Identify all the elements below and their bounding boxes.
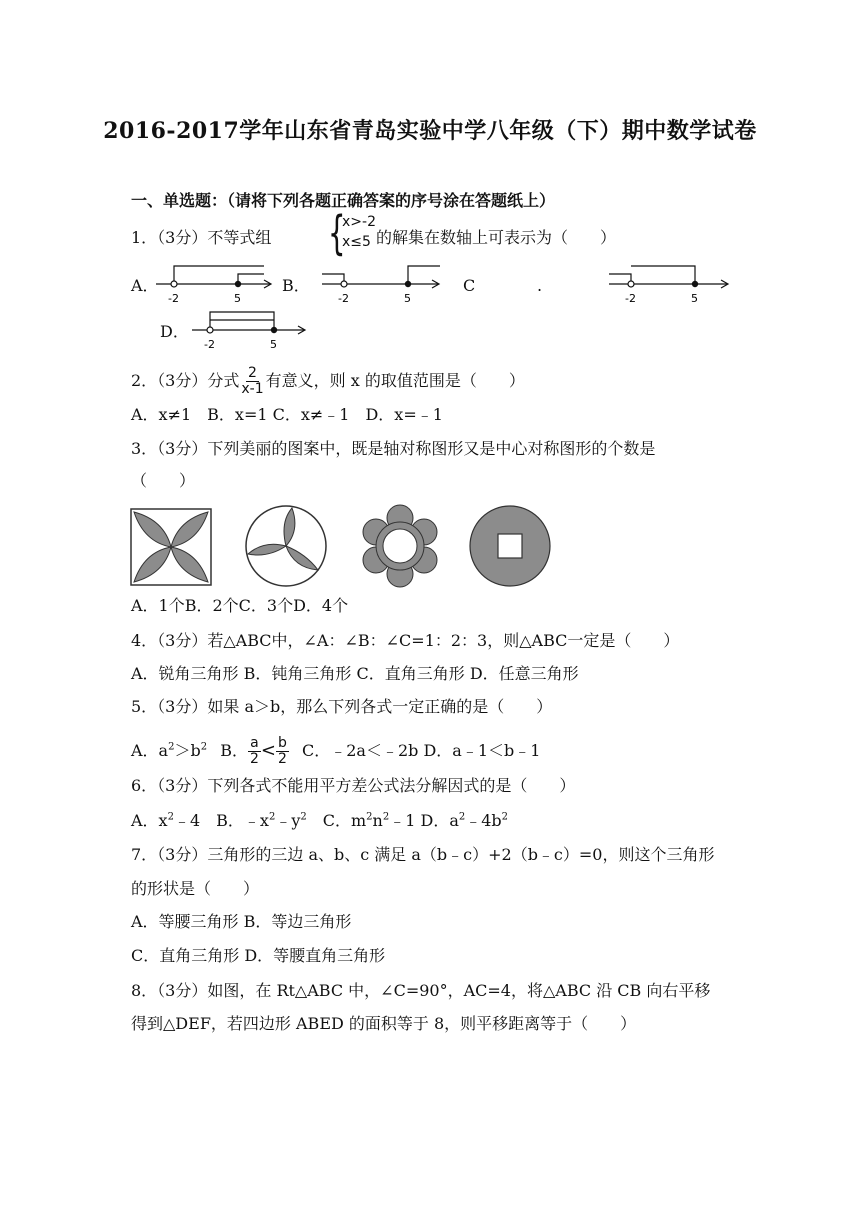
q5-less-than: < <box>260 740 276 761</box>
page-title: 2016-2017学年山东省青岛实验中学八年级（下）期中数学试卷 <box>103 118 757 144</box>
q6-part: ﹣y <box>275 811 301 830</box>
q1-number-line-c <box>605 262 735 308</box>
q5-options <box>131 736 540 767</box>
q6-part: C．m <box>306 811 367 830</box>
q1c-tick-right: 5 <box>691 292 698 305</box>
q3-pattern-flower <box>358 504 442 588</box>
q7-stem-line1: 7．（3分）三角形的三边 a、b、c 满足 a（b﹣c）+2（b﹣c）=0，则这个三角形 <box>131 845 715 864</box>
q5-exp: 2 <box>168 741 175 753</box>
q6-exp: 2 <box>167 811 174 823</box>
q6-exp: 2 <box>300 811 307 823</box>
q5-option-b: B． <box>220 741 248 760</box>
q7-options-line2: C．直角三角形 D．等腰直角三角形 <box>131 946 386 965</box>
q6-exp: 2 <box>366 811 373 823</box>
q4-options: A．锐角三角形 B．钝角三角形 C．直角三角形 D．任意三角形 <box>131 664 579 683</box>
q5-option-a: A．a <box>131 741 169 760</box>
q2-stem-end: 有意义，则 x 的取值范围是（ ） <box>265 371 525 390</box>
q6-exp: 2 <box>382 811 390 823</box>
q6-part: ﹣4 B．﹣x <box>173 811 269 830</box>
q5-frac-a-num: a <box>250 735 259 751</box>
q3-options: A．1个B．2个C．3个D．4个 <box>131 596 349 615</box>
q1-option-c-label: C <box>463 276 476 295</box>
q7-options-line1: A．等腰三角形 B．等边三角形 <box>131 912 352 931</box>
q2-stem-start: 2．（3分）分式 <box>131 371 240 390</box>
q1-number-line-b <box>318 262 446 308</box>
q1-inequality-system: { x>-2 x≤5 <box>328 206 376 260</box>
q6-part: n <box>372 811 383 830</box>
q5-frac-b-den: 2 <box>277 751 287 767</box>
section-heading: 一、单选题：（请将下列各题正确答案的序号涂在答题纸上） <box>131 191 556 210</box>
q2-stem <box>131 366 525 397</box>
q3-pattern-square-leaves <box>130 508 212 586</box>
q6-part: ﹣4b <box>465 811 502 830</box>
q1-inequality-1: x>-2 <box>342 214 376 230</box>
q1a-tick-left: -2 <box>168 292 179 305</box>
q6-stem: 6．（3分）下列各式不能用平方差公式法分解因式的是（ ） <box>131 776 576 795</box>
q3-pattern-circle-blades <box>244 504 328 588</box>
q1-option-d-label: D． <box>160 322 189 341</box>
q6-exp: 2 <box>268 811 276 823</box>
q4-stem: 4．（3分）若△ABC中，∠A：∠B：∠C=1：2：3，则△ABC一定是（ ） <box>131 631 680 650</box>
q1-stem-start: 1．（3分）不等式组 <box>131 228 272 247</box>
q5-stem: 5．（3分）如果 a＞b，那么下列各式一定正确的是（ ） <box>131 697 553 716</box>
q5-frac-b <box>276 736 289 767</box>
q6-part: A．x <box>131 811 168 830</box>
q2-options: A．x≠1 B．x=1 C．x≠﹣1 D．x=﹣1 <box>131 405 443 424</box>
q3-pattern-coin <box>468 504 552 588</box>
q6-part: ﹣1 D．a <box>389 811 459 830</box>
q2-frac-den: x-1 <box>241 381 264 397</box>
q5-option-cd: C．﹣2a＜﹣2b D．a﹣1＜b﹣1 <box>302 741 541 760</box>
q8-stem-line1: 8．（3分）如图，在 Rt△ABC 中，∠C=90°，AC=4，将△ABC 沿 CB 向右平移 <box>131 981 711 1000</box>
q5-frac-b-num: b <box>278 735 287 751</box>
q1-inequality-2: x≤5 <box>342 234 371 250</box>
q1-option-b-label: B． <box>282 276 310 295</box>
q1c-tick-left: -2 <box>625 292 636 305</box>
q5-option-a-mid: ＞b <box>174 741 201 760</box>
q7-stem-line2: 的形状是（ ） <box>131 879 260 898</box>
q2-fraction <box>239 366 265 397</box>
q3-stem-line1: 3．（3分）下列美丽的图案中，既是轴对称图形又是中心对称图形的个数是 <box>131 439 656 458</box>
q1d-tick-left: -2 <box>204 338 215 351</box>
q5-frac-a-den: 2 <box>249 751 259 767</box>
q6-options <box>131 811 508 831</box>
q6-exp: 2 <box>458 811 466 823</box>
q2-frac-num: 2 <box>248 365 257 381</box>
q1-number-line-a <box>152 262 278 308</box>
q3-stem-line2: （ ） <box>131 471 196 490</box>
q8-stem-line2: 得到△DEF，若四边形 ABED 的面积等于 8，则平移距离等于（ ） <box>131 1014 637 1033</box>
q6-exp: 2 <box>501 811 509 823</box>
q1b-tick-left: -2 <box>338 292 349 305</box>
q1a-tick-right: 5 <box>234 292 241 305</box>
q1-option-a-label: A． <box>131 276 159 295</box>
q1-option-c-dot: . <box>537 276 543 295</box>
q1-stem-end: 的解集在数轴上可表示为（ ） <box>376 228 617 247</box>
q1b-tick-right: 5 <box>404 292 411 305</box>
q1d-tick-right: 5 <box>270 338 277 351</box>
q5-frac-a <box>248 736 261 767</box>
q1-number-line-d <box>188 306 312 352</box>
q5-exp: 2 <box>200 741 208 753</box>
